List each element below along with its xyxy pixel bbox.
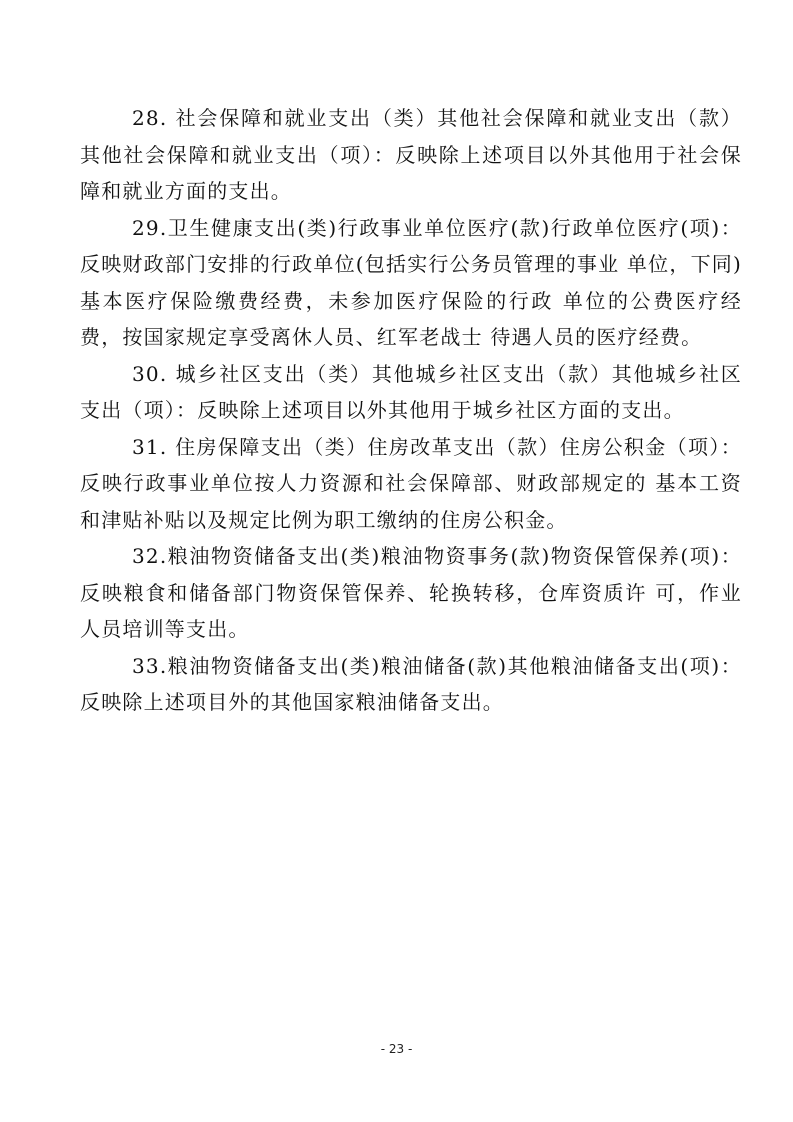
page-number: - 23 - (380, 1042, 413, 1056)
paragraph-33: 33.粮油物资储备支出(类)粮油储备(款)其他粮油储备支出(项)：反映除上述项目外的其他国家粮油储备支出。 (80, 653, 742, 714)
paragraph-28: 28. 社会保障和就业支出（类）其他社会保障和就业支出（款）其他社会保障和就业支出（项）：反映除上述项目以外其他用于社会保障和就业方面的支出。 (80, 106, 742, 203)
paragraph-31: 31. 住房保障支出（类）住房改革支出（款）住房公积金（项）：反映行政事业单位按人力资源和社会保障部、财政部规定的 基本工资和津贴补贴以及规定比例为职工缴纳的住房公积金。 (80, 434, 742, 532)
paragraph-30: 30. 城乡社区支出（类）其他城乡社区支出（款）其他城乡社区支出（项）：反映除上述项目以外其他用于城乡社区方面的支出。 (80, 361, 742, 422)
paragraph-32: 32.粮油物资储备支出(类)粮油物资事务(款)物资保管保养(项)：反映粮食和储备部门物资保管保养、轮换转移，仓库资质许 可，作业人员培训等支出。 (80, 544, 742, 641)
body-text (80, 100, 742, 721)
paragraph-29: 29.卫生健康支出(类)行政事业单位医疗(款)行政单位医疗(项)：反映财政部门安排的行政单位(包括实行公务员管理的事业 单位，下同)基本医疗保险缴费经费，未参加医疗保险的行政 单位的公费医疗经费，按国家规定享受离休人员、红军老战士 待遇人员的医疗经费。 (80, 215, 742, 349)
